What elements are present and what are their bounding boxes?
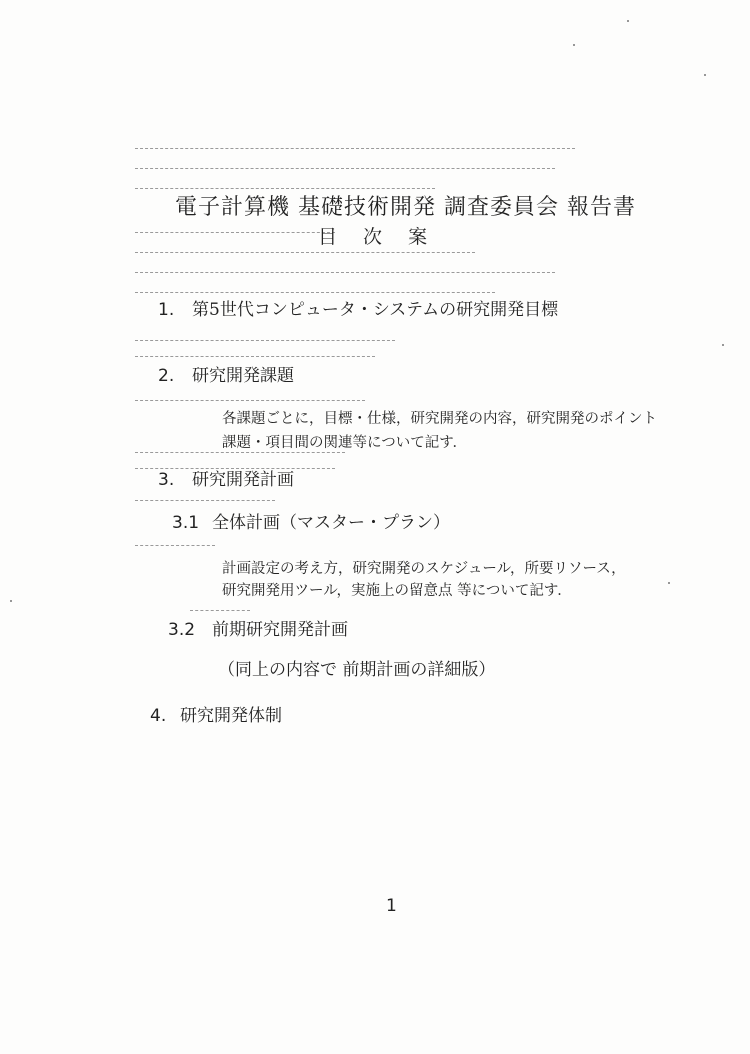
ruled-line [135, 340, 395, 341]
ruled-line [135, 272, 555, 273]
subsection-3-1-number: 3.1 [172, 513, 200, 533]
ruled-line [135, 400, 365, 401]
section-3-heading: 研究開発計画 [192, 470, 294, 490]
ruled-line [135, 452, 345, 453]
section-2-heading: 研究開発課題 [192, 366, 294, 386]
ruled-line [135, 500, 275, 501]
document-title: 電子計算機 基礎技術開発 調査委員会 報告書 [175, 195, 636, 220]
section-1-number: 1. [158, 300, 175, 320]
ruled-line [135, 188, 435, 189]
ruled-line [135, 292, 495, 293]
scan-speck [10, 600, 12, 602]
section-2-number: 2. [158, 366, 175, 386]
scan-speck [668, 582, 670, 584]
section-1-heading: 第5世代コンピュータ・システムの研究開発目標 [192, 300, 559, 320]
subsection-3-2-note: （同上の内容で 前期計画の詳細版） [218, 660, 496, 680]
section-2-note-line-1: 各課題ごとに，目標・仕様，研究開発の内容，研究開発のポイント [222, 411, 657, 427]
subsection-3-1-note-line-1: 計画設定の考え方，研究開発のスケジュール，所要リソース， [222, 561, 626, 577]
section-3-number: 3. [158, 470, 175, 490]
section-2-note-line-2: 課題・項目間の関連等について記す． [222, 435, 468, 451]
ruled-line [135, 168, 555, 169]
ruled-line [190, 610, 250, 611]
scan-speck [627, 20, 629, 22]
scan-speck [722, 344, 724, 346]
ruled-line [135, 356, 375, 357]
ruled-line [135, 232, 335, 233]
scan-speck [704, 74, 706, 76]
scan-speck [573, 44, 575, 46]
section-4-number: 4. [150, 706, 167, 726]
document-subtitle: 目 次 案 [318, 226, 438, 248]
subsection-3-2-number: 3.2 [168, 620, 196, 640]
subsection-3-2-heading: 前期研究開発計画 [212, 620, 348, 640]
section-4-heading: 研究開発体制 [180, 706, 282, 726]
subsection-3-1-note-line-2: 研究開発用ツール，実施上の留意点 等について記す． [222, 583, 572, 599]
ruled-line [135, 545, 215, 546]
page-number: 1 [386, 896, 397, 916]
ruled-line [135, 468, 335, 469]
ruled-line [135, 252, 475, 253]
subsection-3-1-heading: 全体計画（マスター・プラン） [212, 513, 450, 533]
ruled-line [135, 148, 575, 149]
